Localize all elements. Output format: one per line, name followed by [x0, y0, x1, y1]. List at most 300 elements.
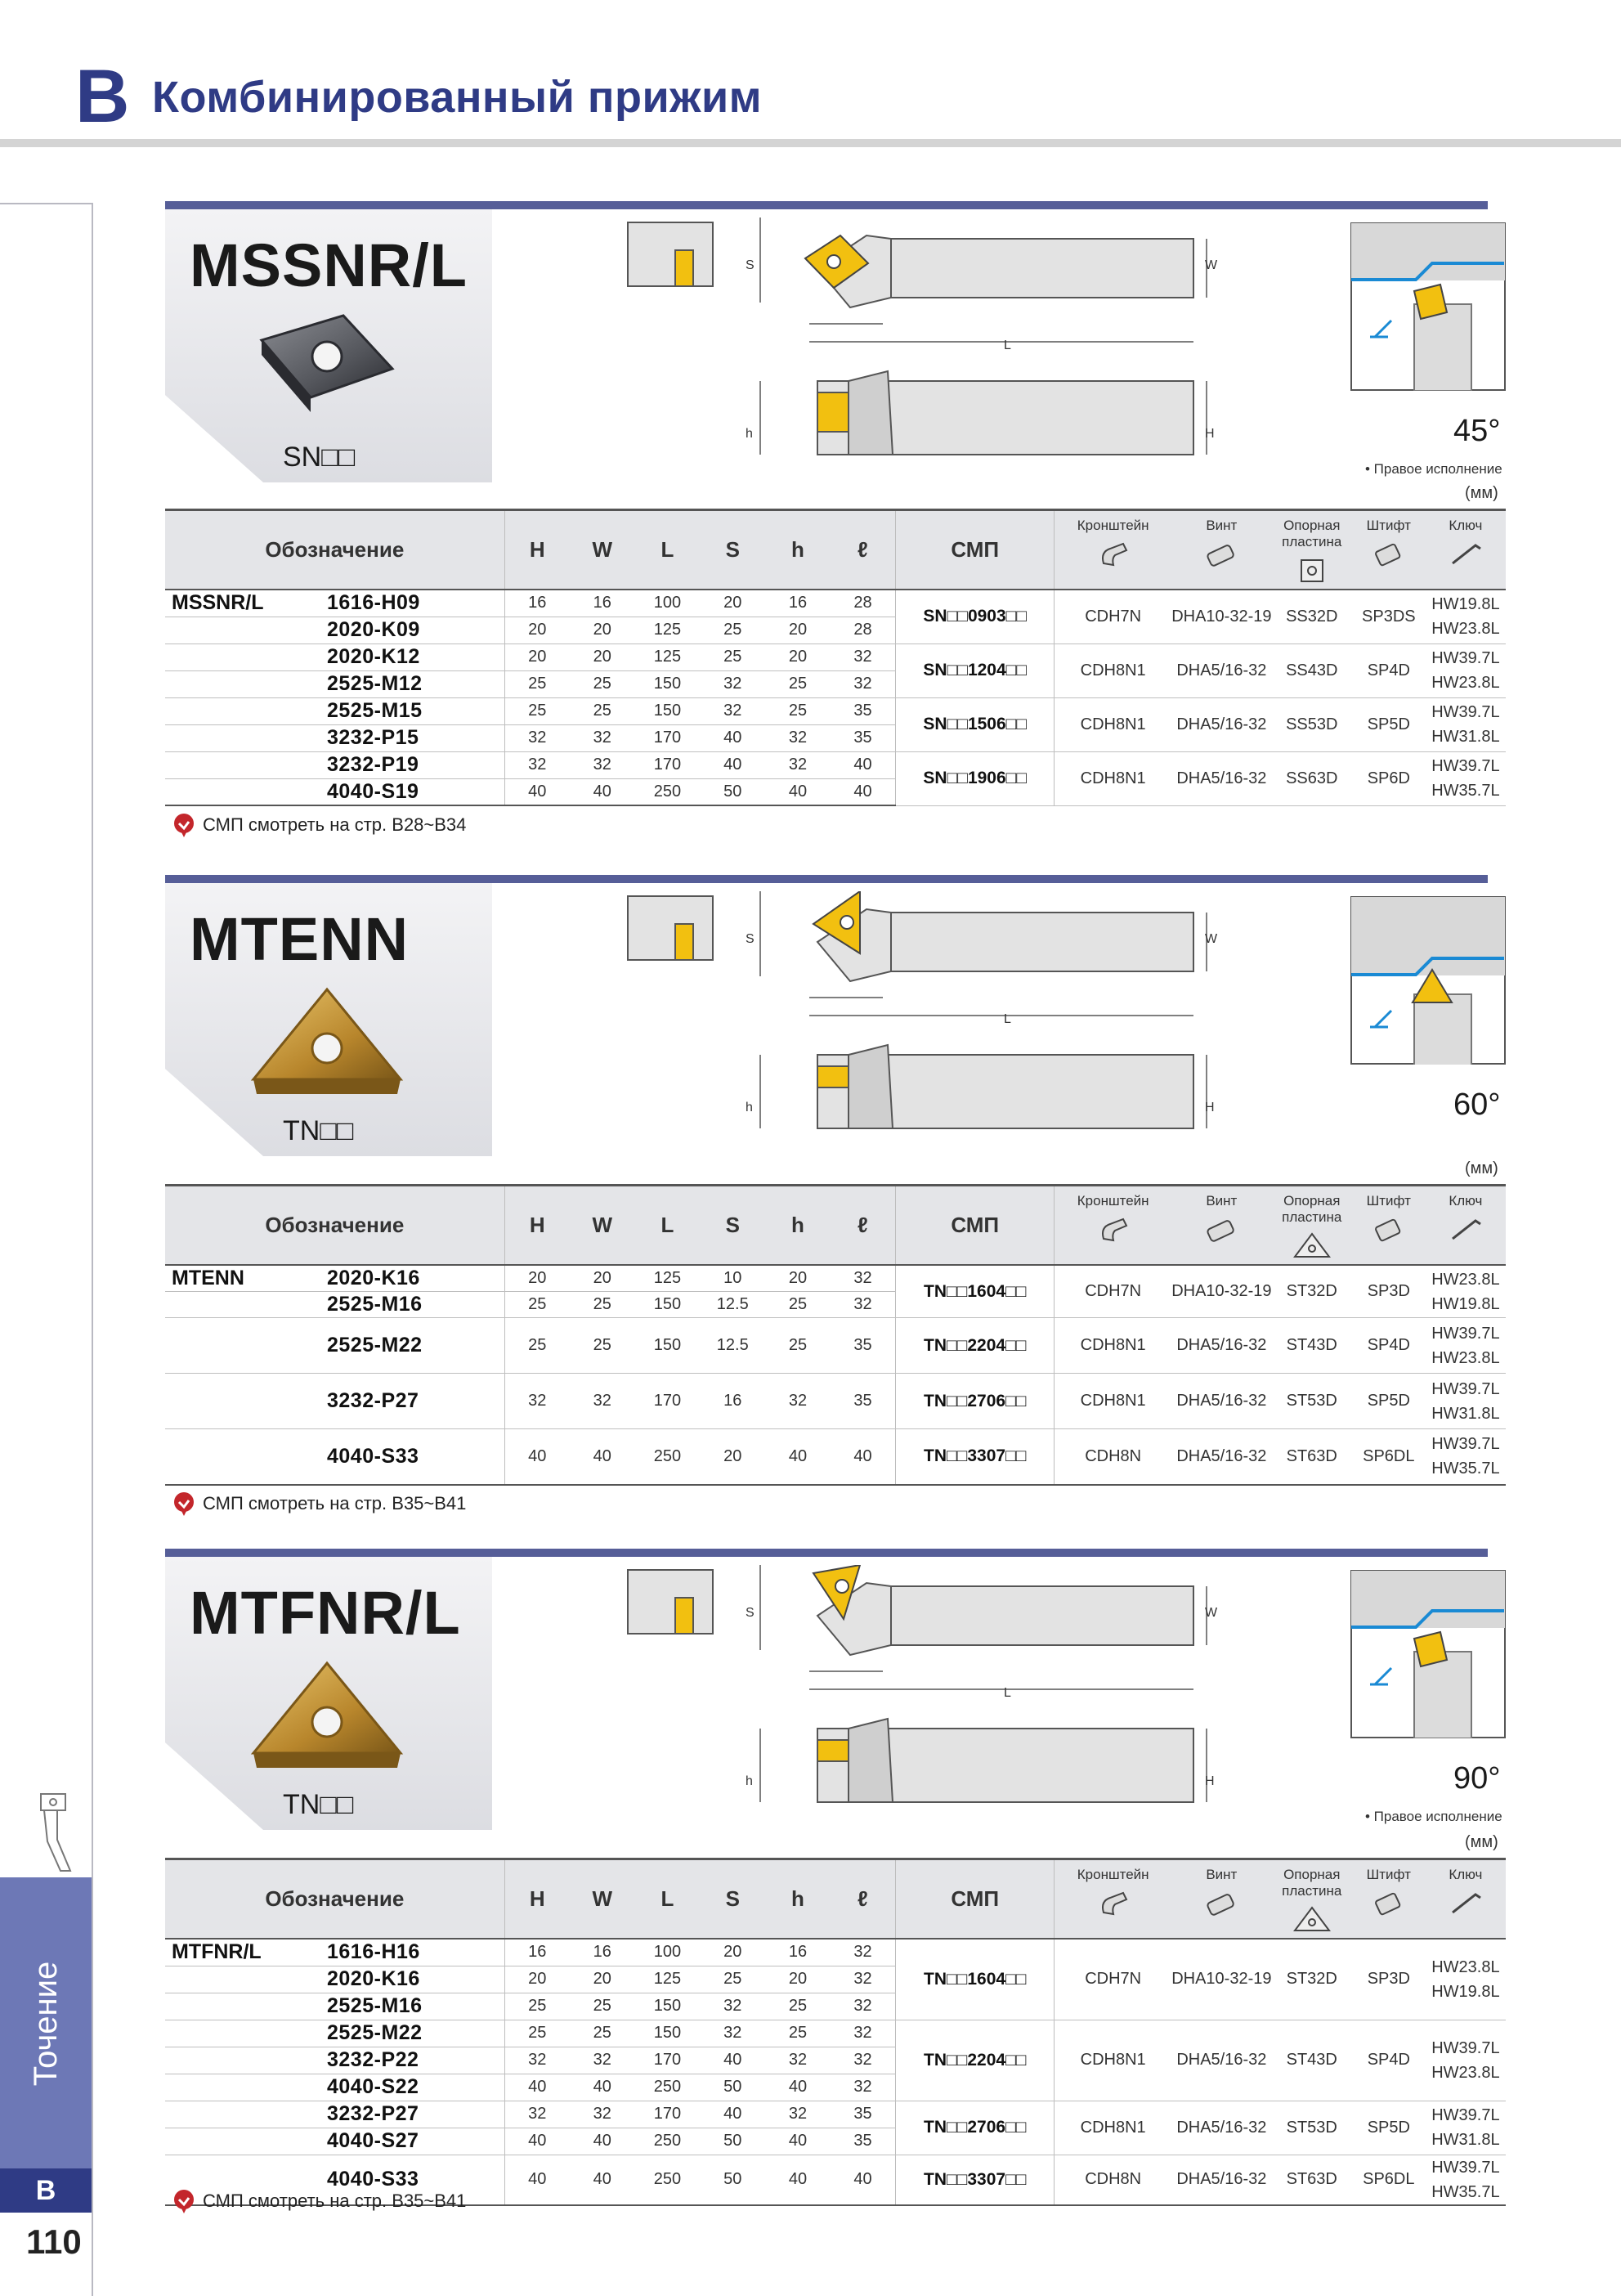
screw-cell: DHA5/16-32	[1171, 697, 1272, 751]
key-code: HW35.7L	[1431, 1460, 1500, 1478]
dim-cell: 20	[570, 1265, 635, 1292]
dim-cell: 50	[700, 2155, 765, 2205]
col-dim: H	[504, 510, 570, 590]
bracket-cell: CDH8N1	[1055, 2101, 1171, 2155]
dim-cell: 32	[570, 2101, 635, 2128]
col-insert: СМП	[896, 510, 1055, 590]
col-component	[1055, 1859, 1171, 1939]
dim-cell: 35	[831, 724, 896, 751]
table-row	[165, 590, 1506, 617]
units-label: (мм)	[1465, 1833, 1498, 1851]
component-label: Кронштейн	[1077, 1193, 1149, 1209]
dim-cell: 32	[831, 1265, 896, 1292]
dim-cell: 25	[700, 1966, 765, 1993]
dim-cell: 25	[700, 617, 765, 644]
dim-cell: 40	[504, 2128, 570, 2155]
dim-cell: 35	[831, 1318, 896, 1374]
dim-cell: 170	[635, 2047, 701, 2074]
component-label: Ключ	[1449, 1193, 1483, 1209]
page-pointer-icon	[172, 813, 196, 837]
designation-cell	[165, 724, 504, 751]
key-cell	[1426, 1374, 1506, 1429]
spec-table	[165, 509, 1506, 806]
tool-code: 3232-P22	[327, 2048, 419, 2071]
insert-code: SN□□1506□□	[896, 697, 1055, 751]
dim-cell: 12.5	[700, 1318, 765, 1374]
dim-cell: 25	[765, 1318, 831, 1374]
tool-code: 2525-M15	[327, 699, 423, 722]
designation-cell	[165, 1265, 504, 1292]
dim-cell: 40	[765, 2074, 831, 2101]
designation-cell	[165, 617, 504, 644]
dim-cell: 170	[635, 1374, 701, 1429]
col-dim: L	[635, 1859, 701, 1939]
dim-cell: 20	[700, 590, 765, 617]
screw-cell: DHA5/16-32	[1171, 1374, 1272, 1429]
dim-cell: 40	[570, 2128, 635, 2155]
dim-cell: 32	[831, 2020, 896, 2047]
tool-family: MSSNR/L	[172, 591, 264, 615]
col-dim: H	[504, 1859, 570, 1939]
plate-cell: ST32D	[1272, 1939, 1352, 2020]
side-frame-top	[0, 203, 92, 204]
insert-code: TN□□1604□□	[896, 1939, 1055, 2020]
dim-cell: 170	[635, 724, 701, 751]
square-insert-icon	[245, 307, 409, 430]
insert-code: TN□□3307□□	[896, 1429, 1055, 1485]
dim-cell: 40	[765, 1429, 831, 1485]
designation-cell	[165, 1939, 504, 1966]
tool-family: MTFNR/L	[172, 1940, 262, 1964]
dim-cell: 25	[504, 697, 570, 724]
dim-cell: 25	[700, 644, 765, 670]
dim-cell: 20	[765, 1265, 831, 1292]
dim-cell: 16	[570, 1939, 635, 1966]
dim-cell: 25	[570, 1292, 635, 1318]
key-code: HW39.7L	[1431, 1324, 1500, 1343]
dim-cell: 40	[570, 2074, 635, 2101]
bracket-icon	[1055, 1888, 1171, 1922]
dim-cell: 32	[504, 751, 570, 778]
dim-cell: 100	[635, 590, 701, 617]
dim-cell: 40	[831, 2155, 896, 2205]
key-code: HW39.7L	[1431, 1435, 1500, 1454]
designation-cell	[165, 2047, 504, 2074]
dim-cell: 20	[504, 1966, 570, 1993]
pin-icon	[1352, 539, 1426, 572]
insert-code: TN□□2204□□	[896, 2020, 1055, 2101]
tool-code: 2020-K12	[327, 645, 420, 668]
component-label: Винт	[1206, 1867, 1238, 1882]
table-row	[165, 2101, 1506, 2128]
dim-cell: 40	[831, 1429, 896, 1485]
col-dim: S	[700, 1186, 765, 1266]
bracket-cell: CDH7N	[1055, 590, 1171, 644]
screw-icon	[1171, 539, 1272, 572]
dim-cell: 32	[570, 1374, 635, 1429]
bracket-cell: CDH8N1	[1055, 644, 1171, 697]
col-dim: W	[570, 1859, 635, 1939]
tool-code: 3232-P27	[327, 1389, 419, 1412]
dim-cell: 40	[831, 778, 896, 805]
insert-code: TN□□2204□□	[896, 1318, 1055, 1374]
col-dim: h	[765, 1859, 831, 1939]
tool-code: 2020-K16	[327, 1967, 420, 1990]
dim-cell: 20	[570, 1966, 635, 1993]
dim-cell: 25	[765, 1292, 831, 1318]
right-hand-note: • Правое исполнение	[1365, 461, 1502, 477]
pin-cell: SP5D	[1352, 1374, 1426, 1429]
dimension-letter: S	[746, 258, 755, 272]
dimension-letter: H	[1205, 427, 1215, 441]
key-code: HW23.8L	[1431, 1348, 1500, 1367]
units-label: (мм)	[1465, 1159, 1498, 1177]
table-row	[165, 2020, 1506, 2047]
dim-cell: 250	[635, 1429, 701, 1485]
component-label: Ключ	[1449, 1867, 1483, 1882]
insert-type-label: TN□□	[283, 1115, 354, 1146]
col-dim: ℓ	[831, 510, 896, 590]
plate-cell: SS43D	[1272, 644, 1352, 697]
bracket-cell: CDH8N1	[1055, 1318, 1171, 1374]
designation-cell	[165, 590, 504, 617]
pin-cell: SP4D	[1352, 1318, 1426, 1374]
key-cell	[1426, 2101, 1506, 2155]
tool-dimension-drawing	[621, 891, 1210, 1145]
dim-cell: 125	[635, 1966, 701, 1993]
col-component	[1171, 510, 1272, 590]
col-designation: Обозначение	[165, 1859, 504, 1939]
tool-holder-drawing	[621, 217, 1210, 471]
dim-cell: 32	[700, 2020, 765, 2047]
dim-cell: 32	[570, 2047, 635, 2074]
col-component	[1171, 1859, 1272, 1939]
plate-cell: ST43D	[1272, 1318, 1352, 1374]
section-title: MTFNR/L	[190, 1579, 461, 1647]
dim-cell: 50	[700, 778, 765, 805]
dim-cell: 35	[831, 1374, 896, 1429]
col-component	[1171, 1186, 1272, 1266]
plate-cell: ST63D	[1272, 1429, 1352, 1485]
dim-cell: 16	[765, 590, 831, 617]
dim-cell: 250	[635, 778, 701, 805]
designation-cell	[165, 2020, 504, 2047]
insert-reference	[172, 813, 466, 837]
dim-cell: 40	[570, 778, 635, 805]
table-row	[165, 1429, 1506, 1485]
tool-code: 3232-P15	[327, 726, 419, 749]
dimension-letter: W	[1205, 1606, 1218, 1620]
col-dim: L	[635, 1186, 701, 1266]
col-component	[1426, 1186, 1506, 1266]
screw-cell: DHA10-32-19	[1171, 1939, 1272, 2020]
bracket-cell: CDH8N	[1055, 2155, 1171, 2205]
screw-cell: DHA5/16-32	[1171, 1429, 1272, 1485]
bracket-icon	[1055, 1214, 1171, 1248]
col-designation: Обозначение	[165, 1186, 504, 1266]
insert-image	[245, 307, 409, 430]
key-code: HW39.7L	[1431, 649, 1500, 667]
plate-cell: ST53D	[1272, 1374, 1352, 1429]
approach-angle: 90°	[1453, 1761, 1501, 1796]
dim-cell: 25	[570, 2020, 635, 2047]
tool-code: 1616-H09	[327, 591, 420, 615]
section-title: MTENN	[190, 905, 410, 973]
col-component	[1272, 1859, 1352, 1939]
dim-cell: 125	[635, 617, 701, 644]
screw-cell: DHA10-32-19	[1171, 590, 1272, 644]
dim-cell: 32	[831, 1966, 896, 1993]
application-diagram	[1350, 896, 1506, 1065]
designation-cell	[165, 1292, 504, 1318]
key-code: HW23.8L	[1431, 620, 1500, 639]
units-label: (мм)	[1465, 484, 1498, 502]
dim-cell: 20	[504, 1265, 570, 1292]
dim-cell: 32	[831, 644, 896, 670]
reference-text: СМП смотреть на стр. В35~В41	[203, 2191, 467, 2211]
dim-cell: 32	[504, 2047, 570, 2074]
chapter-letter: B	[75, 55, 130, 138]
plate-cell: SS63D	[1272, 751, 1352, 805]
key-cell	[1426, 2155, 1506, 2205]
dim-cell: 32	[831, 1292, 896, 1318]
dim-cell: 10	[700, 1265, 765, 1292]
turning-tool-icon	[33, 1791, 75, 1872]
dim-cell: 32	[570, 751, 635, 778]
dim-cell: 32	[831, 2047, 896, 2074]
pin-cell: SP3D	[1352, 1939, 1426, 2020]
designation-cell	[165, 751, 504, 778]
pin-cell: SP6DL	[1352, 2155, 1426, 2205]
col-component	[1055, 510, 1171, 590]
table-row	[165, 1939, 1506, 1966]
key-cell	[1426, 751, 1506, 805]
col-dim: W	[570, 510, 635, 590]
dim-cell: 40	[700, 751, 765, 778]
insert-code: SN□□0903□□	[896, 590, 1055, 644]
key-code: HW23.8L	[1431, 1270, 1500, 1289]
dim-cell: 40	[504, 778, 570, 805]
section-title: MSSNR/L	[190, 231, 468, 299]
pin-icon	[1352, 1888, 1426, 1922]
dim-cell: 40	[765, 2155, 831, 2205]
col-component	[1055, 1186, 1171, 1266]
section-rule	[165, 201, 1488, 209]
dimension-letter: L	[1004, 1012, 1011, 1026]
key-code: HW31.8L	[1431, 728, 1500, 746]
key-cell	[1426, 644, 1506, 697]
side-frame-line	[92, 203, 93, 2296]
plate-cell: ST43D	[1272, 2020, 1352, 2101]
key-cell	[1426, 1265, 1506, 1318]
key-code: HW35.7L	[1431, 2182, 1500, 2201]
insert-image	[245, 981, 409, 1104]
designation-cell	[165, 2101, 504, 2128]
dim-cell: 25	[504, 1993, 570, 2020]
pin-cell: SP6DL	[1352, 1429, 1426, 1485]
key-code: HW31.8L	[1431, 2131, 1500, 2149]
dim-cell: 20	[765, 617, 831, 644]
component-label: Кронштейн	[1077, 518, 1149, 533]
tool-code: 2525-M16	[327, 1994, 423, 2017]
tool-code: 2525-M16	[327, 1293, 423, 1316]
plate-cell: SS53D	[1272, 697, 1352, 751]
page-pointer-icon	[172, 2189, 196, 2213]
dim-cell: 32	[831, 1939, 896, 1966]
dim-cell: 20	[700, 1429, 765, 1485]
machining-direction-icon	[1350, 896, 1506, 1065]
pin-cell: SP5D	[1352, 697, 1426, 751]
dim-cell: 20	[700, 1939, 765, 1966]
triangle-insert-icon	[245, 981, 409, 1104]
plate-cell: ST63D	[1272, 2155, 1352, 2205]
screw-cell: DHA10-32-19	[1171, 1265, 1272, 1318]
dim-cell: 150	[635, 670, 701, 697]
dim-cell: 32	[504, 724, 570, 751]
bracket-cell: CDH8N1	[1055, 751, 1171, 805]
reference-text: СМП смотреть на стр. В35~В41	[203, 1493, 467, 1513]
dim-cell: 125	[635, 1265, 701, 1292]
component-label: Штифт	[1366, 1867, 1411, 1882]
dim-cell: 32	[765, 724, 831, 751]
dimension-letter: S	[746, 932, 755, 946]
component-label: Винт	[1206, 518, 1238, 533]
component-label: Опорная пластина	[1282, 1867, 1342, 1899]
plate-cell: ST53D	[1272, 2101, 1352, 2155]
col-dim: ℓ	[831, 1859, 896, 1939]
dimension-letter: h	[746, 1774, 753, 1788]
insert-reference	[172, 1491, 466, 1516]
dim-cell: 25	[570, 1318, 635, 1374]
key-code: HW23.8L	[1431, 1957, 1500, 1976]
tool-code: 2525-M22	[327, 1334, 423, 1357]
col-designation: Обозначение	[165, 510, 504, 590]
dim-cell: 20	[765, 1966, 831, 1993]
key-code: HW39.7L	[1431, 703, 1500, 721]
screw-cell: DHA5/16-32	[1171, 2020, 1272, 2101]
dim-cell: 25	[570, 670, 635, 697]
col-dim: W	[570, 1186, 635, 1266]
key-code: HW31.8L	[1431, 1404, 1500, 1423]
support-plate-icon	[1272, 1904, 1352, 1938]
dim-cell: 250	[635, 2155, 701, 2205]
dim-cell: 40	[765, 778, 831, 805]
page-title: Комбинированный прижим	[152, 73, 763, 122]
dim-cell: 50	[700, 2074, 765, 2101]
dim-cell: 32	[765, 2101, 831, 2128]
tool-code: 3232-P27	[327, 2102, 419, 2125]
dim-cell: 40	[700, 724, 765, 751]
dim-cell: 25	[504, 2020, 570, 2047]
dim-cell: 40	[765, 2128, 831, 2155]
dim-cell: 28	[831, 590, 896, 617]
dim-cell: 20	[570, 617, 635, 644]
dim-cell: 35	[831, 697, 896, 724]
key-code: HW19.8L	[1431, 1982, 1500, 2001]
pin-cell: SP3D	[1352, 1265, 1426, 1318]
dim-cell: 40	[831, 751, 896, 778]
col-insert: СМП	[896, 1186, 1055, 1266]
page-pointer-icon	[172, 1491, 196, 1516]
page-number: 110	[26, 2222, 82, 2261]
dim-cell: 16	[504, 1939, 570, 1966]
pin-cell: SP4D	[1352, 2020, 1426, 2101]
dim-cell: 32	[831, 1993, 896, 2020]
approach-angle: 60°	[1453, 1087, 1501, 1122]
dim-cell: 125	[635, 644, 701, 670]
plate-cell: ST32D	[1272, 1265, 1352, 1318]
dim-cell: 32	[570, 724, 635, 751]
plate-cell: SS32D	[1272, 590, 1352, 644]
col-dim: L	[635, 510, 701, 590]
dim-cell: 40	[504, 2155, 570, 2205]
dimension-letter: W	[1205, 932, 1218, 946]
screw-cell: DHA5/16-32	[1171, 2155, 1272, 2205]
designation-cell	[165, 644, 504, 670]
dimension-letter: W	[1205, 258, 1218, 272]
col-dim: h	[765, 1186, 831, 1266]
dim-cell: 12.5	[700, 1292, 765, 1318]
header-rule	[0, 139, 1621, 147]
insert-type-label: SN□□	[283, 442, 356, 473]
col-component	[1426, 1859, 1506, 1939]
key-icon	[1426, 1888, 1506, 1922]
tool-code: 2020-K09	[327, 618, 420, 641]
bracket-icon	[1055, 539, 1171, 572]
application-diagram	[1350, 1570, 1506, 1738]
dim-cell: 32	[765, 2047, 831, 2074]
pin-icon	[1352, 1214, 1426, 1248]
dim-cell: 16	[765, 1939, 831, 1966]
section-rule	[165, 875, 1488, 883]
key-cell	[1426, 590, 1506, 644]
dim-cell: 16	[570, 590, 635, 617]
dim-cell: 32	[765, 751, 831, 778]
tool-code: 4040-S33	[327, 1444, 419, 1468]
insert-code: TN□□1604□□	[896, 1265, 1055, 1318]
component-label: Винт	[1206, 1193, 1238, 1209]
bracket-cell: CDH7N	[1055, 1265, 1171, 1318]
key-cell	[1426, 1429, 1506, 1485]
dim-cell: 25	[504, 1292, 570, 1318]
dim-cell: 150	[635, 1318, 701, 1374]
key-code: HW35.7L	[1431, 782, 1500, 800]
dim-cell: 35	[831, 2128, 896, 2155]
dim-cell: 150	[635, 1292, 701, 1318]
tool-holder-drawing	[621, 1565, 1210, 1818]
key-cell	[1426, 1318, 1506, 1374]
table-row	[165, 751, 1506, 778]
dim-cell: 32	[700, 697, 765, 724]
insert-type-label: TN□□	[283, 1789, 354, 1820]
col-dim: H	[504, 1186, 570, 1266]
key-code: HW39.7L	[1431, 2158, 1500, 2177]
col-dim: ℓ	[831, 1186, 896, 1266]
col-dim: S	[700, 1859, 765, 1939]
dim-cell: 40	[570, 2155, 635, 2205]
tool-code: 2525-M12	[327, 672, 423, 695]
dim-cell: 32	[700, 1993, 765, 2020]
dim-cell: 40	[504, 2074, 570, 2101]
tool-code: 4040-S27	[327, 2129, 419, 2152]
col-dim: S	[700, 510, 765, 590]
pin-cell: SP5D	[1352, 2101, 1426, 2155]
dimension-letter: S	[746, 1606, 755, 1620]
table-row	[165, 697, 1506, 724]
bracket-cell: CDH8N	[1055, 1429, 1171, 1485]
dim-cell: 20	[765, 644, 831, 670]
col-component	[1426, 510, 1506, 590]
